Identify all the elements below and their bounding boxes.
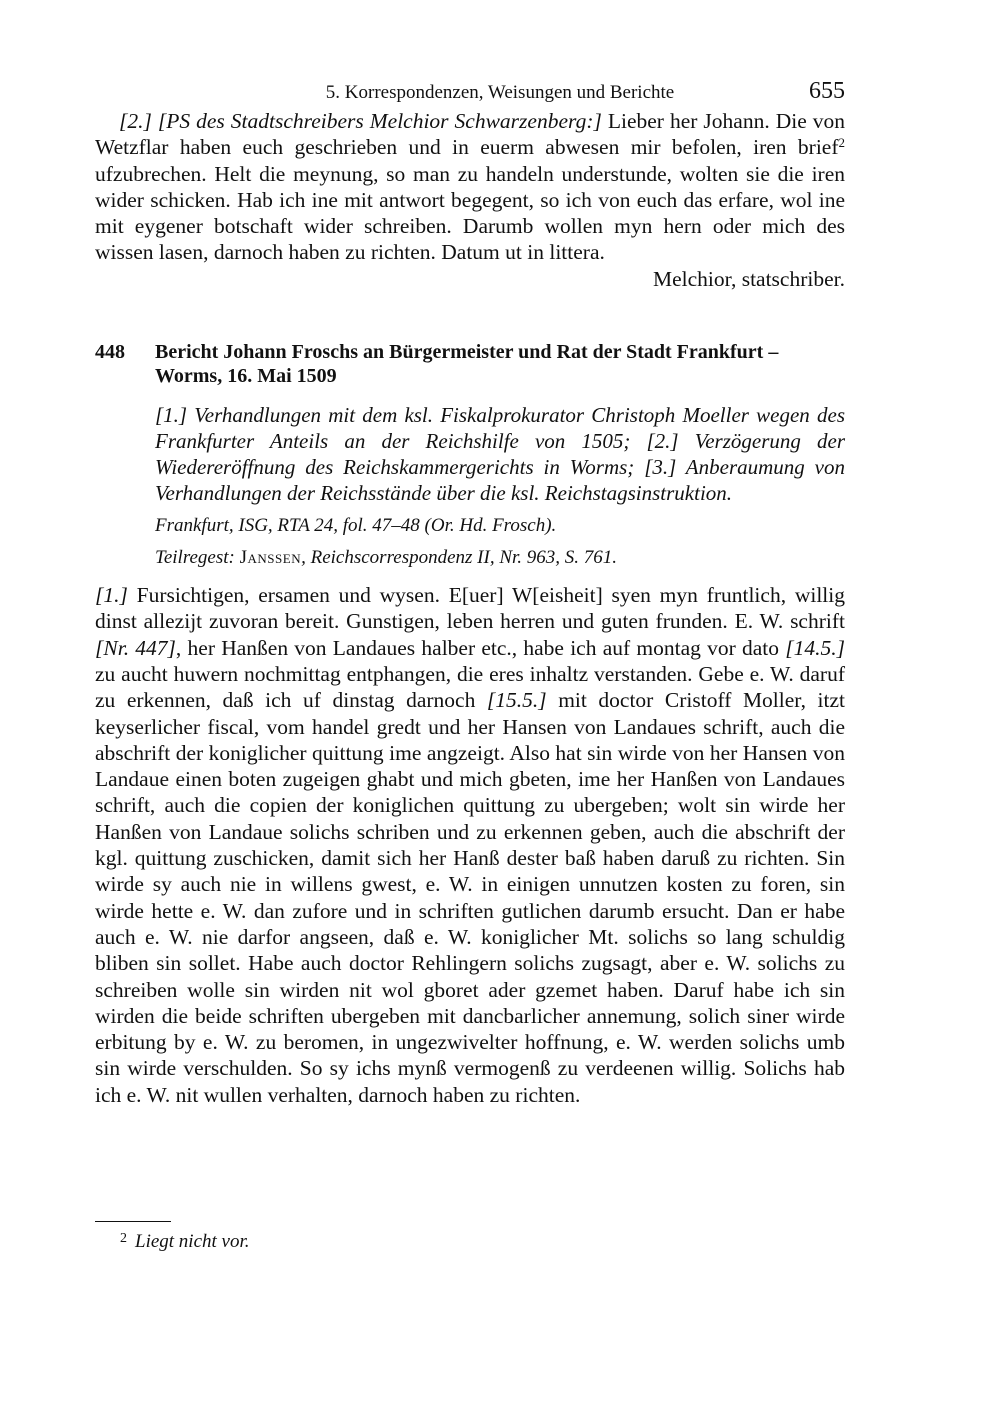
entry-heading (95, 340, 845, 388)
cross-reference: [Nr. 447] (95, 635, 176, 660)
letter-body (95, 582, 845, 1108)
postscript-paragraph (95, 108, 845, 266)
date-annotation-2: [15.5.] (486, 688, 547, 713)
teilregest-label: Teilregest: (155, 547, 240, 569)
letter-text-1: Fursichtigen, ersamen und wysen. E[uer] W[eisheit] syen myn fruntlich, willig dinst allezijt zuvoran bereit. Gunstigen, leben herren und guten frunden. E. W. schrift (95, 583, 845, 634)
teilregest-rest: , Reichscorrespondenz II, Nr. 963, S. 761. (301, 547, 618, 569)
postscript-text-1: Lieber her Johann. Die von Wetzflar haben euch geschrieben und in euerm abwesen mir befolen, iren brief (95, 109, 845, 160)
signature: Melchior, statschriber. (653, 266, 845, 291)
footnote-text: Liegt nicht vor. (135, 1231, 250, 1252)
running-header (95, 78, 845, 108)
page-content (95, 78, 845, 1108)
entry-source: Frankfurt, ISG, RTA 24, fol. 47–48 (Or. Hd. Frosch). (155, 515, 557, 537)
running-title: 5. Korrespondenzen, Weisungen und Berichte (325, 82, 675, 103)
entry-number: 448 (95, 341, 125, 364)
teilregest-author: Janssen (239, 547, 302, 569)
date-annotation-1: [14.5.] (785, 635, 845, 660)
footnote-reference: 2 (838, 135, 845, 151)
letter-text-3: zu aucht huwern nochmittag entphangen, die eres inhaltz verstanden. Gebe e. W. daruf zu erkennen, daß ich uf dinstag darnoch (95, 661, 845, 713)
postscript-text-2: ufzubrechen. Helt die meynung, so man zu handeln understunde, wolten sie die iren wider schicken. Hab ich ine mit antwort begegent, so ich von euch das erfare, wol ine mit eygener botschaft wider schreiben. Darumb wollen myn hern oder mich des wissen lasen, darnoch haben zu richten. Datum ut in littera. (95, 161, 845, 265)
section-marker: [1.] (95, 583, 128, 608)
entry-teilregest (155, 546, 845, 570)
footnote (120, 1227, 250, 1254)
page-number: 655 (809, 78, 845, 104)
footnote-divider (95, 1221, 171, 1222)
letter-text-2: , her Hanßen von Landaues halber etc., habe ich auf montag vor dato (175, 635, 786, 660)
entry-regest: [1.] Verhandlungen mit dem ksl. Fiskalprokurator Christoph Moeller wegen des Frankfurter Anteils an der Reichshilfe von 1505; [2.] Verzögerung der Wiedereröffnung des Reichskammergerichts in Worms; [3.] Anberaumung von Verhandlungen der Reichsstände über die ksl. Reichstagsinstruktion. (155, 403, 845, 506)
postscript-bracket: [2.] [PS des Stadtschreibers Melchior Schwarzenberg:] (119, 109, 602, 133)
letter-text-4: mit doctor Cristoff Moller, itzt keyserlicher fiscal, vom handel gredt und her Hansen von Landaues schrift, auch die abschrift der koniglicher quittung ime angzeigt. Also hat sin wirde von her Hansen von Landaue einen boten zugeigen ghabt und mich gbeten, ime her Hanßen von Landaues schrift, auch die copien der koniglichen quittung zu ubergeben; wolt sin wirde her Hanßen von Landaue solichs schriben und zu erkennen geben, auch die abschrift der kgl. quittung zuschicken, damit sich her Hanß dester baß haben daruß zu richten. Sin wirde sy auch nie in willens gwest, e. W. in einigen unnutzen kosten zu foren, sin wirde hette e. W. dan zufore und in schriften gutlichen darumb ersucht. Dan er habe auch e. W. nie darfor angseen, daß e. W. koniglicher Mt. solichs so lang schuldig bliben sin sollet. Habe auch doctor Rehlingern solichs zugsagt, aber e. W. solichs zu schreiben wolle sin wirden nit wol gboret ader gzemet haben. Daruf habe ich sin wirden die beide schriften ubergeben mit dancbarlicher annemung, solich siner wirde erbitung by e. W. zu beromen, in ungezwivelter hoffnung, e. W. werden solichs umb sin wirde verschulden. So sy ichs mynß vermogenß zu verdeenen willig. Solichs hab ich e. W. nit wullen verhalten, darnoch haben zu richten. (95, 688, 845, 1107)
entry-title: Bericht Johann Froschs an Bürgermeister und Rat der Stadt Frankfurt – Worms, 16. Mai 1509 (155, 341, 779, 388)
footnote-mark: 2 (120, 1231, 127, 1246)
